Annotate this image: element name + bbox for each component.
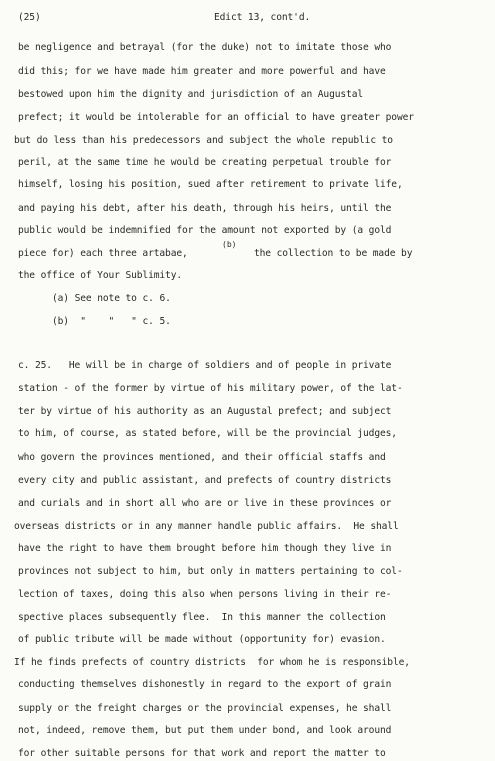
text-line: lection of taxes, doing this also when persons living in their re- bbox=[18, 588, 392, 600]
text-line: bestowed upon him the dignity and jurisdiction of an Augustal bbox=[18, 88, 364, 100]
text-line: ter by virtue of his authority as an Augustal prefect; and subject bbox=[18, 406, 392, 418]
footnote: (b) " " " c. 5. bbox=[52, 315, 171, 327]
text-line: not, indeed, remove them, but put them under bond, and look around bbox=[18, 724, 392, 736]
text-line: every city and public assistant, and prefects of country districts bbox=[18, 474, 392, 486]
text-line: but do less than his predecessors and subject the whole republic to bbox=[14, 135, 393, 147]
text-line: peril, at the same time he would be creating perpetual trouble for bbox=[18, 157, 392, 169]
text-line: and curials and in short all who are or live in these provinces or bbox=[18, 497, 392, 509]
text-line: supply or the freight charges or the provincial expenses, he shall bbox=[18, 702, 392, 714]
text-line: overseas districts or in any manner handle public affairs. He shall bbox=[14, 521, 399, 533]
text-line: himself, losing his position, sued after retirement to private life, bbox=[18, 179, 403, 191]
text-line: station - of the former by virtue of his military power, of the lat- bbox=[18, 383, 403, 395]
text-line: conducting themselves dishonestly in regard to the export of grain bbox=[18, 679, 392, 691]
text-line: be negligence and betrayal (for the duke) not to imitate those who bbox=[18, 42, 392, 54]
text-line: spective places subsequently flee. In this manner the collection bbox=[18, 611, 386, 623]
text-line: and paying his debt, after his death, through his heirs, until the bbox=[18, 202, 392, 214]
text-line: to him, of course, as stated before, will be the provincial judges, bbox=[18, 428, 397, 440]
text-line: the collection to be made by bbox=[254, 248, 413, 259]
text-line: the office of Your Sublimity. bbox=[18, 270, 183, 282]
text-line: piece for) each three artabae, bbox=[18, 248, 188, 259]
page-title: Edict 13, cont'd. bbox=[214, 11, 311, 23]
superscript-b: (b) bbox=[222, 240, 237, 250]
text-line: provinces not subject to him, but only in matters pertaining to col- bbox=[18, 566, 403, 578]
text-line: of public tribute will be made without (opportunity for) evasion. bbox=[18, 634, 386, 645]
text-line: did this; for we have made him greater and more powerful and have bbox=[18, 65, 386, 77]
text-line: for other suitable persons for that work and report the matter to bbox=[18, 747, 386, 759]
footnote: (a) See note to c. 6. bbox=[52, 293, 171, 305]
text-line: prefect; it would be intolerable for an official to have greater power bbox=[18, 111, 414, 123]
text-line: c. 25. He will be in charge of soldiers and of people in private bbox=[18, 359, 392, 371]
text-line: If he finds prefects of country districts for whom he is responsible, bbox=[14, 657, 410, 669]
text-line: have the right to have them brought before him though they live in bbox=[18, 543, 392, 555]
text-line: public would be indemnified for the amount not exported by (a gold bbox=[18, 224, 392, 236]
page-number: (25) bbox=[18, 11, 41, 23]
text-line: who govern the provinces mentioned, and their official staffs and bbox=[18, 451, 386, 463]
